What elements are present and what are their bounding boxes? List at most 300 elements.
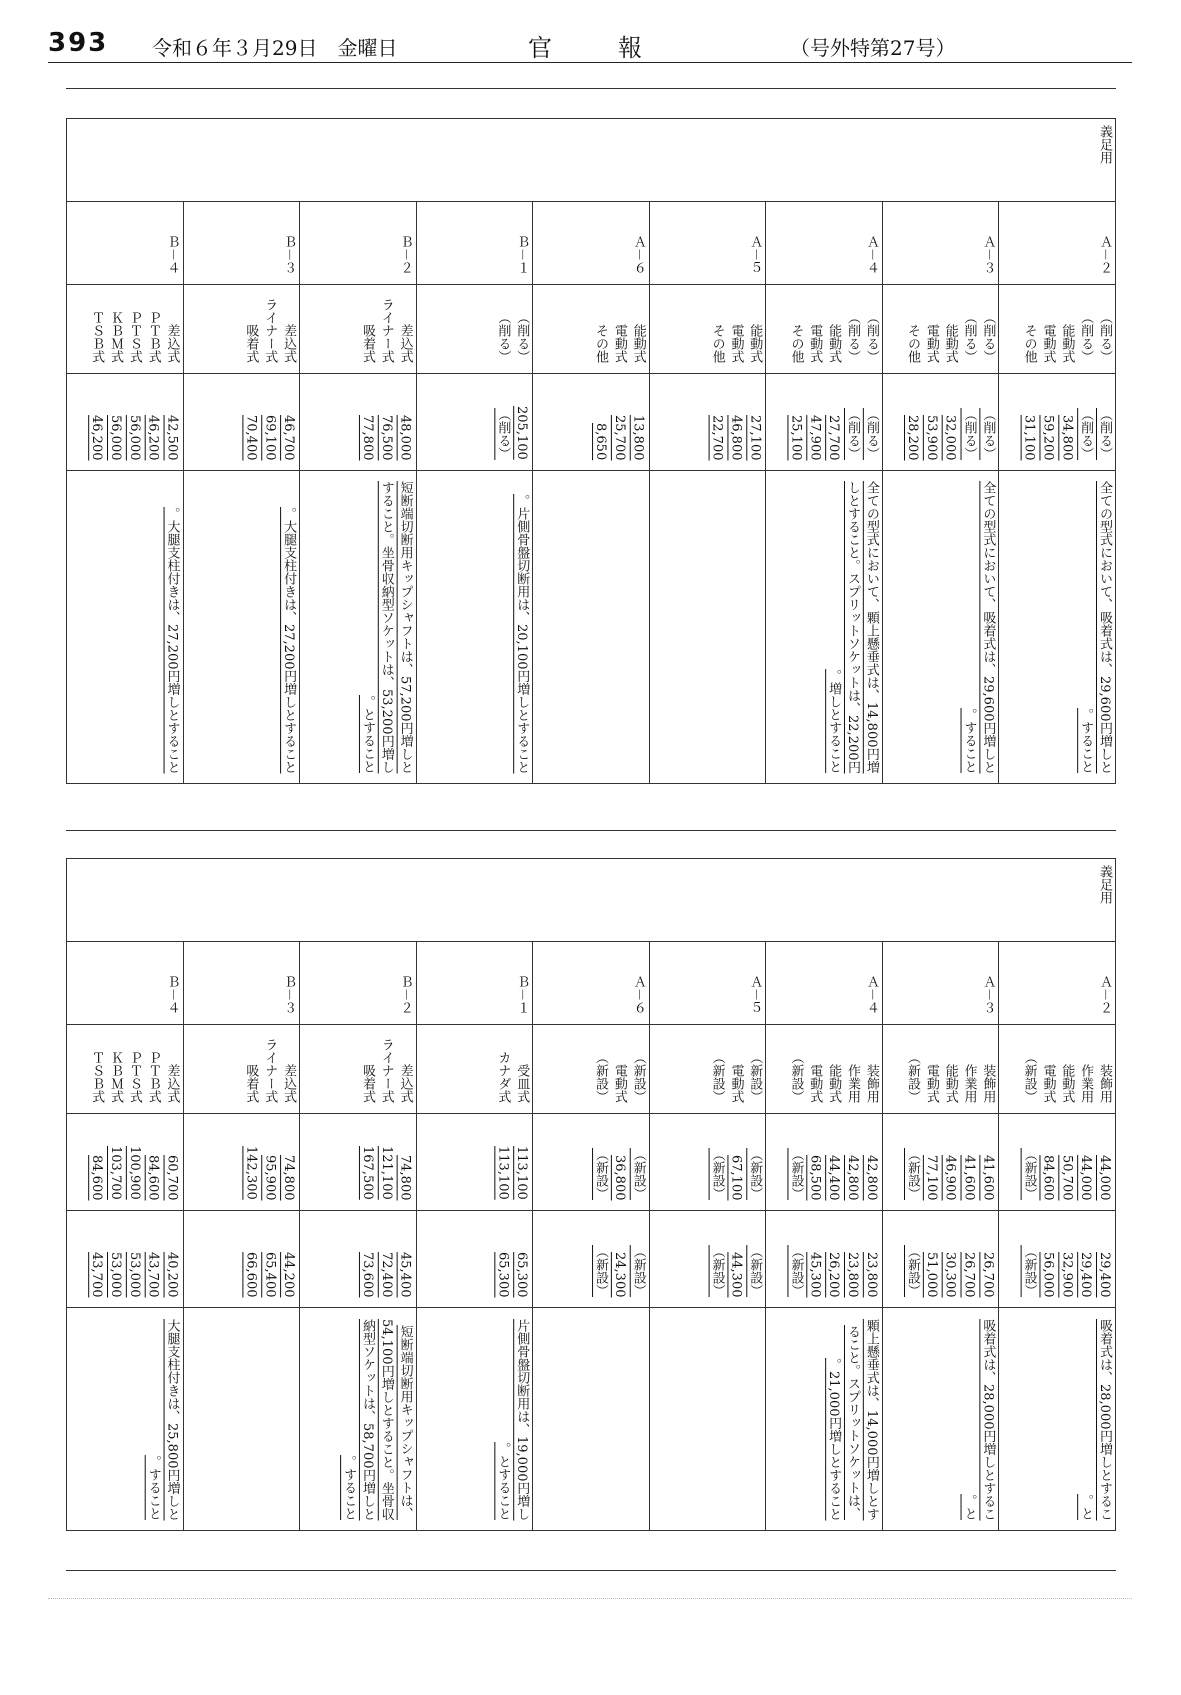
price2: 51,000 — [923, 1251, 939, 1297]
price: （新設） — [709, 1148, 725, 1200]
price: 46,700 — [281, 414, 297, 460]
price: 41,600 — [980, 1154, 996, 1200]
page-number: 393 — [48, 28, 109, 58]
price2: 29,400 — [1097, 1251, 1112, 1297]
note-cell — [183, 1308, 300, 1531]
row-code: Ａ－５ — [747, 234, 763, 274]
item-cell — [183, 1025, 300, 1114]
price-cell — [416, 374, 533, 471]
item: 差込式 — [281, 1064, 297, 1103]
code-row — [67, 942, 1116, 1025]
price2-cell — [183, 1211, 300, 1308]
item: 能動式 — [942, 1064, 958, 1103]
item: （新設） — [630, 1051, 646, 1103]
price: 46,900 — [942, 1154, 958, 1200]
item: 受皿式 — [514, 1064, 530, 1103]
item: （新設） — [747, 1051, 763, 1103]
item: （削る） — [980, 311, 996, 363]
price: 44,000 — [1078, 1154, 1094, 1200]
price-cell — [999, 1114, 1116, 1211]
price2: 66,600 — [243, 1251, 259, 1297]
item: その他 — [905, 324, 920, 363]
note-cell — [533, 471, 650, 784]
row-code-cell — [533, 202, 650, 285]
item: 電動式 — [807, 1064, 823, 1103]
price: 42,800 — [844, 1154, 860, 1200]
price-cell — [183, 374, 300, 471]
row-code: Ｂ－２ — [397, 974, 413, 1014]
price: 50,700 — [1059, 1154, 1075, 1200]
price-cell — [999, 374, 1116, 471]
item: 能動式 — [826, 324, 842, 363]
note: 片側骨盤切断用は、20,100円増しとすること。 — [514, 493, 530, 773]
price2: 23,800 — [844, 1251, 860, 1297]
price-cell — [766, 374, 883, 471]
note: 吸着式は、28,000円増しとすること。 — [961, 1318, 996, 1520]
item-cell — [416, 285, 533, 374]
price: 56,000 — [108, 414, 124, 460]
price: 113,100 — [495, 1146, 511, 1200]
price2: （新設） — [905, 1245, 920, 1297]
separator-bottom — [66, 1570, 1116, 1571]
item: 能動式 — [942, 324, 958, 363]
price2: 29,400 — [1078, 1251, 1094, 1297]
item: ＴＳＢ式 — [89, 1051, 105, 1103]
price: 67,100 — [728, 1154, 744, 1200]
item: その他 — [788, 324, 804, 363]
category-label: 義足用 — [1097, 865, 1112, 904]
row-code-cell — [300, 942, 417, 1025]
note-cell — [766, 1308, 883, 1531]
price: 84,600 — [145, 1154, 161, 1200]
item: 差込式 — [164, 324, 180, 363]
row-code: Ａ－３ — [980, 974, 996, 1014]
item: 吸着式 — [243, 1064, 259, 1103]
item: その他 — [593, 324, 609, 363]
price: （新設） — [630, 1148, 646, 1200]
item: 能動式 — [1059, 324, 1075, 363]
note: 顆上懸垂式は、14,000円増しとすること。スプリットソケットは、21,000円増しとすること。 — [826, 1318, 879, 1520]
item-cell — [67, 1025, 184, 1114]
row-code-cell — [183, 202, 300, 285]
price-cell — [416, 1114, 533, 1211]
price2: （新設） — [1021, 1245, 1037, 1297]
price: 142,300 — [243, 1146, 259, 1200]
row-code-cell — [67, 942, 184, 1025]
item: ＰＴＳ式 — [126, 311, 142, 363]
price: （削る） — [495, 408, 511, 460]
price: 46,800 — [728, 414, 744, 460]
price2-cell — [999, 1211, 1116, 1308]
price: （新設） — [788, 1148, 804, 1200]
price2-cell — [882, 1211, 999, 1308]
note: 全ての型式において、吸着式は、29,600円増しとすること。 — [961, 480, 996, 773]
price2: 26,200 — [826, 1251, 842, 1297]
price: 70,400 — [243, 414, 259, 460]
category-cell — [67, 119, 1116, 202]
price: 77,800 — [359, 414, 375, 460]
item: （削る） — [1097, 311, 1112, 363]
note: 全ての型式において、顆上懸垂式は、14,800円増しとすること。スプリットソケットは、22,200円増しとすること。 — [826, 480, 879, 773]
note: 短断端切断用キップシャフトは、57,200円増しとすること。坐骨収納型ソケットは、53,200円増しとすること。 — [359, 480, 413, 773]
price: 31,100 — [1021, 414, 1037, 460]
note-cell — [649, 1308, 766, 1531]
price2-cell — [300, 1211, 417, 1308]
item-cell — [882, 285, 999, 374]
item-cell — [999, 285, 1116, 374]
price-cell — [300, 374, 417, 471]
row-code: Ｂ－１ — [514, 234, 530, 274]
price: 42,800 — [863, 1154, 879, 1200]
item: 装飾用 — [980, 1064, 996, 1103]
item: カナダ式 — [495, 1051, 511, 1103]
item: 吸着式 — [359, 324, 375, 363]
price2: （新設） — [593, 1245, 609, 1297]
price: 44,000 — [1097, 1154, 1112, 1200]
price: 48,000 — [397, 414, 413, 460]
item: 作業用 — [1078, 1064, 1094, 1103]
price2-cell — [67, 1211, 184, 1308]
row-code: Ａ－６ — [630, 974, 646, 1014]
item-cell — [183, 285, 300, 374]
item: 吸着式 — [243, 324, 259, 363]
price2-row — [67, 1211, 1116, 1308]
price2: （新設） — [747, 1245, 763, 1297]
item: 電動式 — [611, 1064, 627, 1103]
price: 41,600 — [961, 1154, 977, 1200]
price2: 65,300 — [514, 1251, 530, 1297]
note-cell — [649, 471, 766, 784]
price2-cell — [416, 1211, 533, 1308]
price-row — [67, 374, 1116, 471]
price: （削る） — [961, 408, 977, 460]
row-code-cell — [999, 202, 1116, 285]
price2-cell — [766, 1211, 883, 1308]
price-cell — [67, 1114, 184, 1211]
item: その他 — [709, 324, 725, 363]
price2: 23,800 — [863, 1251, 879, 1297]
note: 大腿支柱付きは、27,200円増しとすること。 — [281, 506, 297, 773]
price2: 30,300 — [942, 1251, 958, 1297]
item-cell — [882, 1025, 999, 1114]
item: 電動式 — [923, 324, 939, 363]
item: 電動式 — [923, 1064, 939, 1103]
price2: 43,700 — [89, 1251, 105, 1297]
price2: 40,200 — [164, 1251, 180, 1297]
row-code-cell — [649, 942, 766, 1025]
item-cell — [416, 1025, 533, 1114]
price: （削る） — [863, 408, 879, 460]
note: 大腿支柱付きは、25,800円増しとすること。 — [145, 1318, 180, 1520]
note-cell — [533, 1308, 650, 1531]
price: 113,100 — [514, 1146, 530, 1200]
item: （削る） — [1078, 311, 1094, 363]
item: ライナー式 — [262, 1038, 278, 1103]
price: 60,700 — [164, 1154, 180, 1200]
price2: 53,000 — [108, 1251, 124, 1297]
note-cell — [416, 471, 533, 784]
item: 装飾用 — [863, 1064, 879, 1103]
note-cell — [183, 471, 300, 784]
price: 42,500 — [164, 414, 180, 460]
price: 205,100 — [514, 406, 530, 460]
note-cell — [999, 471, 1116, 784]
price: 25,700 — [611, 414, 627, 460]
row-code-cell — [300, 202, 417, 285]
item: （削る） — [844, 311, 860, 363]
price: 25,100 — [788, 414, 804, 460]
price: 47,900 — [807, 414, 823, 460]
note-row — [67, 1308, 1116, 1531]
price: 84,600 — [89, 1154, 105, 1200]
price-cell — [766, 1114, 883, 1211]
item: 能動式 — [747, 324, 763, 363]
item: 電動式 — [807, 324, 823, 363]
row-code-cell — [882, 942, 999, 1025]
price2: 43,700 — [145, 1251, 161, 1297]
price2: 44,200 — [281, 1251, 297, 1297]
separator-middle — [66, 830, 1116, 831]
price: 27,100 — [747, 414, 763, 460]
item: 装飾用 — [1097, 1064, 1112, 1103]
price: （削る） — [1097, 408, 1112, 460]
item: 電動式 — [1040, 324, 1056, 363]
item: （新設） — [788, 1051, 804, 1103]
price: 77,100 — [923, 1154, 939, 1200]
price: （新設） — [593, 1148, 609, 1200]
item: 電動式 — [728, 324, 744, 363]
row-code-cell — [882, 202, 999, 285]
price: 27,700 — [826, 414, 842, 460]
note: 全ての型式において、吸着式は、29,600円増しとすること。 — [1078, 480, 1112, 773]
issue-number: （号外特第27号） — [790, 36, 956, 60]
price: 100,900 — [126, 1146, 142, 1200]
price: 46,200 — [89, 414, 105, 460]
gazette-title: 官報 — [528, 34, 708, 62]
page-header — [48, 28, 1132, 62]
price-cell — [300, 1114, 417, 1211]
price-cell — [649, 1114, 766, 1211]
price2: 32,900 — [1059, 1251, 1075, 1297]
note-cell — [999, 1308, 1116, 1531]
note-cell — [300, 1308, 417, 1531]
price: 44,400 — [826, 1154, 842, 1200]
price-cell — [882, 374, 999, 471]
price2: 53,000 — [126, 1251, 142, 1297]
note: 吸着式は、28,000円増しとすること。 — [1078, 1318, 1112, 1520]
price-cell — [183, 1114, 300, 1211]
item: 能動式 — [826, 1064, 842, 1103]
price: 32,000 — [942, 414, 958, 460]
item: 差込式 — [397, 1064, 413, 1103]
issue-date: 令和６年３月29日 金曜日 — [152, 36, 398, 60]
separator-top — [66, 88, 1116, 89]
price-cell — [533, 374, 650, 471]
item: ライナー式 — [378, 298, 394, 363]
price: 13,800 — [630, 414, 646, 460]
item-cell — [67, 285, 184, 374]
row-code: Ａ－３ — [980, 234, 996, 274]
header-rule — [48, 62, 1132, 63]
price: （削る） — [980, 408, 996, 460]
note-cell — [300, 471, 417, 784]
item-cell — [300, 1025, 417, 1114]
note-cell — [882, 471, 999, 784]
price2: 26,700 — [980, 1251, 996, 1297]
price2: 72,400 — [378, 1251, 394, 1297]
item: （新設） — [905, 1051, 920, 1103]
price: （新設） — [1021, 1148, 1037, 1200]
price2: 65,300 — [495, 1251, 511, 1297]
item: その他 — [1021, 324, 1037, 363]
row-code-cell — [67, 202, 184, 285]
table-new — [66, 858, 1116, 1531]
table-old — [66, 118, 1116, 784]
item: ＰＴＳ式 — [126, 1051, 142, 1103]
row-code-cell — [766, 942, 883, 1025]
row-code-cell — [649, 202, 766, 285]
note-cell — [766, 471, 883, 784]
price: 95,900 — [262, 1154, 278, 1200]
item: ライナー式 — [378, 1038, 394, 1103]
price: （新設） — [747, 1148, 763, 1200]
item: （新設） — [593, 1051, 609, 1103]
item: （削る） — [514, 311, 530, 363]
row-code: Ｂ－３ — [281, 974, 297, 1014]
footer-rule — [48, 1598, 1132, 1599]
note-cell — [67, 1308, 184, 1531]
row-code: Ａ－６ — [630, 234, 646, 274]
item: 作業用 — [961, 1064, 977, 1103]
price2: 44,300 — [728, 1251, 744, 1297]
price-cell — [649, 374, 766, 471]
row-code: Ｂ－４ — [164, 234, 180, 274]
price: 69,100 — [262, 414, 278, 460]
price: 121,100 — [378, 1146, 394, 1200]
code-row — [67, 202, 1116, 285]
price: 8,650 — [593, 422, 609, 460]
item: （削る） — [495, 311, 511, 363]
row-code: Ａ－４ — [863, 234, 879, 274]
row-code: Ｂ－１ — [514, 974, 530, 1014]
row-code: Ｂ－４ — [164, 974, 180, 1014]
item: ＰＴＢ式 — [145, 311, 161, 363]
price: 56,000 — [126, 414, 142, 460]
row-code-cell — [416, 942, 533, 1025]
price: 59,200 — [1040, 414, 1056, 460]
item-cell — [649, 285, 766, 374]
row-code: Ａ－５ — [747, 974, 763, 1014]
item: 電動式 — [728, 1064, 744, 1103]
price-row — [67, 1114, 1116, 1211]
price: 34,800 — [1059, 414, 1075, 460]
row-code-cell — [766, 202, 883, 285]
note: 大腿支柱付きは、27,200円増しとすること。 — [164, 506, 180, 773]
price: 28,200 — [905, 414, 920, 460]
row-code: Ａ－２ — [1097, 974, 1112, 1014]
item: ＴＳＢ式 — [89, 311, 105, 363]
row-code: Ｂ－３ — [281, 234, 297, 274]
price: （削る） — [1078, 408, 1094, 460]
item: 作業用 — [844, 1064, 860, 1103]
price2: （新設） — [788, 1245, 804, 1297]
price2: 73,600 — [359, 1251, 375, 1297]
item-cell — [533, 1025, 650, 1114]
price2: 45,400 — [397, 1251, 413, 1297]
item: 差込式 — [397, 324, 413, 363]
price2: 26,700 — [961, 1251, 977, 1297]
note-cell — [416, 1308, 533, 1531]
price: （削る） — [844, 408, 860, 460]
row-code-cell — [533, 942, 650, 1025]
price-cell — [533, 1114, 650, 1211]
row-code-cell — [416, 202, 533, 285]
price2: 45,300 — [807, 1251, 823, 1297]
price: 74,800 — [281, 1154, 297, 1200]
item: （新設） — [709, 1051, 725, 1103]
price: 74,800 — [397, 1154, 413, 1200]
item-cell — [999, 1025, 1116, 1114]
item: （新設） — [1021, 1051, 1037, 1103]
category-label: 義足用 — [1097, 125, 1112, 164]
price: 36,800 — [611, 1154, 627, 1200]
item: ＰＴＢ式 — [145, 1051, 161, 1103]
price2-cell — [649, 1211, 766, 1308]
note: 片側骨盤切断用は、19,000円増しとすること。 — [495, 1318, 530, 1520]
price2: （新設） — [630, 1245, 646, 1297]
price: 22,700 — [709, 414, 725, 460]
item: （削る） — [961, 311, 977, 363]
item: 電動式 — [1040, 1064, 1056, 1103]
note-cell — [67, 471, 184, 784]
item: ＫＢＭ式 — [108, 311, 124, 363]
row-code-cell — [999, 942, 1116, 1025]
item: 電動式 — [611, 324, 627, 363]
price: 76,500 — [378, 414, 394, 460]
note-row — [67, 471, 1116, 784]
price2: 56,000 — [1040, 1251, 1056, 1297]
item-row — [67, 1025, 1116, 1114]
item-cell — [766, 1025, 883, 1114]
item-cell — [533, 285, 650, 374]
item-cell — [300, 285, 417, 374]
item: ＫＢＭ式 — [108, 1051, 124, 1103]
row-code: Ａ－２ — [1097, 234, 1112, 274]
price2: （新設） — [709, 1245, 725, 1297]
item: 差込式 — [281, 324, 297, 363]
price2: 24,300 — [611, 1251, 627, 1297]
price2-cell — [533, 1211, 650, 1308]
price: 167,500 — [359, 1146, 375, 1200]
item-row — [67, 285, 1116, 374]
price: 46,200 — [145, 414, 161, 460]
price2: 65,400 — [262, 1251, 278, 1297]
item: 吸着式 — [359, 1064, 375, 1103]
item-cell — [649, 1025, 766, 1114]
price: 68,500 — [807, 1154, 823, 1200]
row-code: Ａ－４ — [863, 974, 879, 1014]
note-cell — [882, 1308, 999, 1531]
price: 103,700 — [108, 1146, 124, 1200]
price: 53,900 — [923, 414, 939, 460]
price-cell — [882, 1114, 999, 1211]
item-cell — [766, 285, 883, 374]
note: 短断端切断用キップシャフトは、54,100円増しとすること。坐骨収納型ソケットは、58,700円増しとすること。 — [341, 1318, 413, 1520]
row-code-cell — [183, 942, 300, 1025]
item: ライナー式 — [262, 298, 278, 363]
item: （削る） — [863, 311, 879, 363]
row-code: Ｂ－２ — [397, 234, 413, 274]
